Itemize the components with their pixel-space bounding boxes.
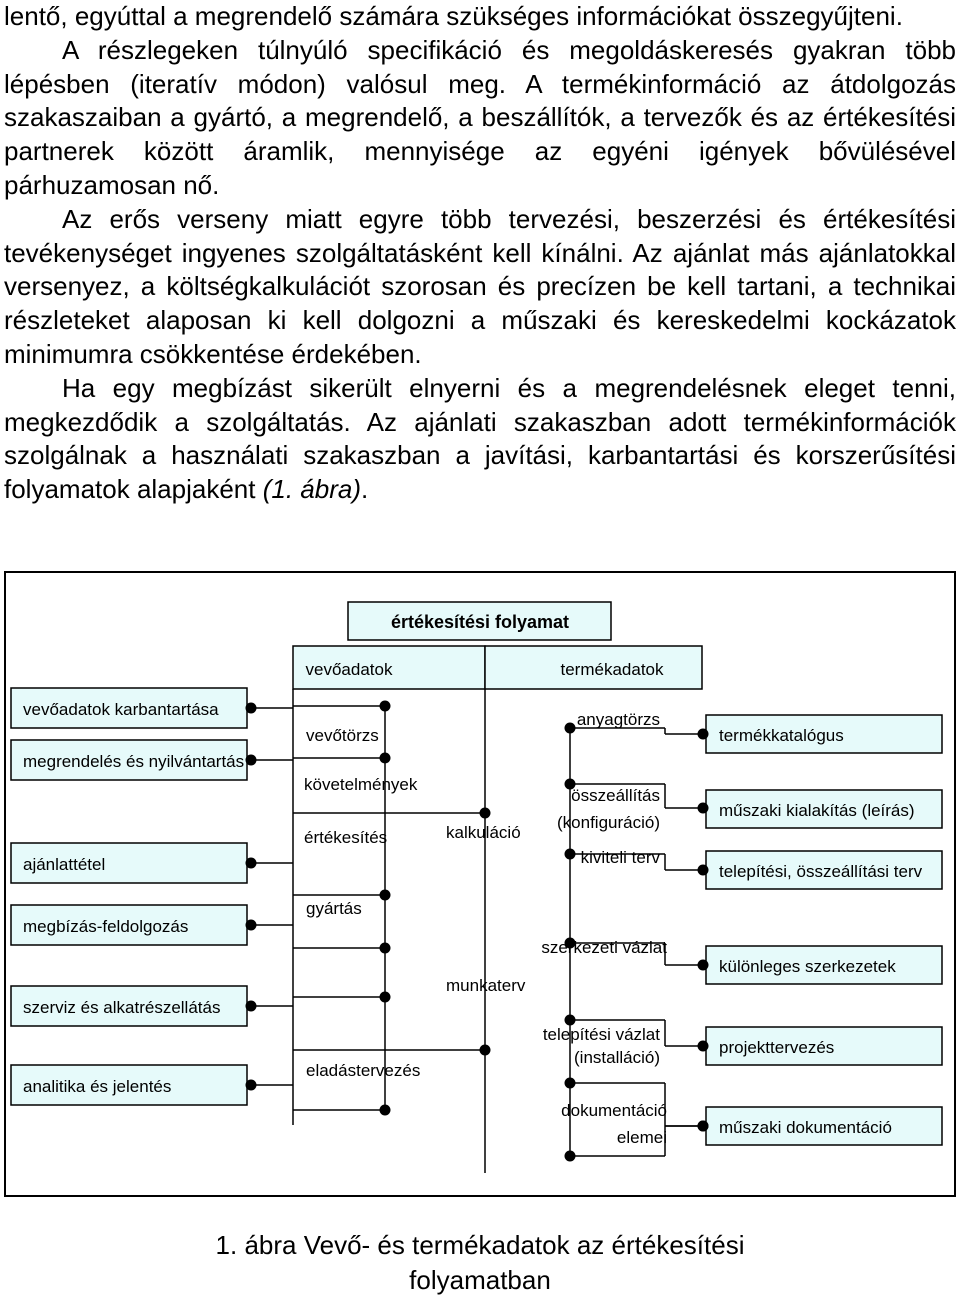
process-title: értékesítési folyamat xyxy=(390,612,570,632)
left-process-label: szerviz és alkatrészellátás xyxy=(23,998,221,1017)
product-data-item: telepítési vázlat xyxy=(542,1025,660,1044)
customer-data-item: eladástervezés xyxy=(306,1061,421,1080)
customer-data-item: vevőtörzs xyxy=(306,726,379,745)
product-data-item: anyagtörzs xyxy=(576,710,660,729)
connector-dot xyxy=(698,803,709,814)
product-data-item: összeállítás xyxy=(571,786,660,805)
paragraph: Az erős verseny miatt egyre több tervezési, beszerzési és értékesítési tevékenységet ingyenes szolgáltatásként kell kínálni. Az ajánlat más ajánlatokkal versenyez, a költségkalkulációt szorosan és precízen be kell tartani, a technikai részleteket alaposan ki kell dolgozni a műszaki és kereskedelmi kockázatok minimumra csökkentése érdekében. xyxy=(4,203,956,369)
connector-dot xyxy=(480,1045,491,1056)
customer-data-item: gyártás xyxy=(306,899,362,918)
connector-dot xyxy=(380,943,391,954)
calculation-item: munkaterv xyxy=(446,976,526,995)
connector-dot xyxy=(698,729,709,740)
connector-dot xyxy=(380,992,391,1003)
right-output-label: műszaki dokumentáció xyxy=(719,1118,892,1137)
product-data-item: elemei xyxy=(616,1128,667,1147)
left-process-label: analitika és jelentés xyxy=(23,1077,172,1096)
connector-dot xyxy=(698,865,709,876)
product-data-item: dokumentáció xyxy=(561,1101,667,1120)
left-process-label: ajánlattétel xyxy=(23,855,106,874)
connector-dot xyxy=(698,1121,709,1132)
connector-dot xyxy=(246,920,257,931)
product-data-item: kiviteli terv xyxy=(580,848,660,867)
right-output-label: termékkatalógus xyxy=(719,726,844,745)
figure-reference: (1. ábra) xyxy=(262,474,361,505)
right-output-label: különleges szerkezetek xyxy=(719,957,896,976)
customer-data-item: követelmények xyxy=(304,775,418,794)
calculation-item: kalkuláció xyxy=(446,823,521,842)
right-output-boxes xyxy=(706,715,942,1145)
connector-dot xyxy=(246,755,257,766)
left-process-boxes xyxy=(11,688,247,1105)
figure-caption xyxy=(150,1228,810,1298)
paragraph: A részlegeken túlnyúló specifikáció és megoldáskeresés gyakran több lépésben (iteratív módon) valósul meg. A termékinformáció az átdolgozás szakaszaiban a gyártó, a megrendelő, a beszállítók, a tervezők és az értékesítési partnerek között áramlik, mennyisége az egyéni igények bővülésével párhuzamosan nő. xyxy=(4,34,956,200)
customer-data-label: vevőadatok xyxy=(305,660,393,679)
connector-dot xyxy=(246,1001,257,1012)
body-text xyxy=(4,0,956,507)
connector-dot xyxy=(380,753,391,764)
right-output-label: projekttervezés xyxy=(719,1038,835,1057)
connector-dot xyxy=(246,703,257,714)
caption-line: folyamatban xyxy=(409,1265,551,1295)
right-output-label: telepítési, összeállítási terv xyxy=(719,862,923,881)
left-process-label: megrendelés és nyilvántartás xyxy=(23,752,245,771)
connector-dot xyxy=(380,890,391,901)
connector-dot xyxy=(698,1041,709,1052)
paragraph: Ha egy megbízást sikerült elnyerni és a megrendelésnek eleget tenni, megkezdődik a szolgáltatás. Az ajánlati szakaszban adott termékinformációk szolgálnak a használati szakaszban a javítási, karbantartási és korszerűsítési folyamatok alapjaként (1. ábra). xyxy=(4,372,956,505)
product-data-item: (installáció) xyxy=(574,1048,660,1067)
left-process-label: megbízás-feldolgozás xyxy=(23,917,189,936)
connector-dot xyxy=(246,858,257,869)
connector-dot xyxy=(380,1105,391,1116)
sales-process-diagram xyxy=(0,568,960,1198)
connector-dot xyxy=(698,960,709,971)
product-data-label: termékadatok xyxy=(560,660,664,679)
product-data-item: szerkezeti vázlat xyxy=(541,938,667,957)
product-data-item: (konfiguráció) xyxy=(557,813,660,832)
left-process-label: vevőadatok karbantartása xyxy=(23,700,219,719)
customer-data-item: értékesítés xyxy=(304,828,388,847)
right-output-label: műszaki kialakítás (leírás) xyxy=(719,801,915,820)
connector-dot xyxy=(380,701,391,712)
caption-line: 1. ábra Vevő- és termékadatok az értékesítési xyxy=(215,1230,745,1260)
paragraph: lentő, egyúttal a megrendelő számára szükséges információkat összegyűjteni. xyxy=(4,1,903,31)
connector-dot xyxy=(246,1080,257,1091)
connector-dot xyxy=(480,808,491,819)
